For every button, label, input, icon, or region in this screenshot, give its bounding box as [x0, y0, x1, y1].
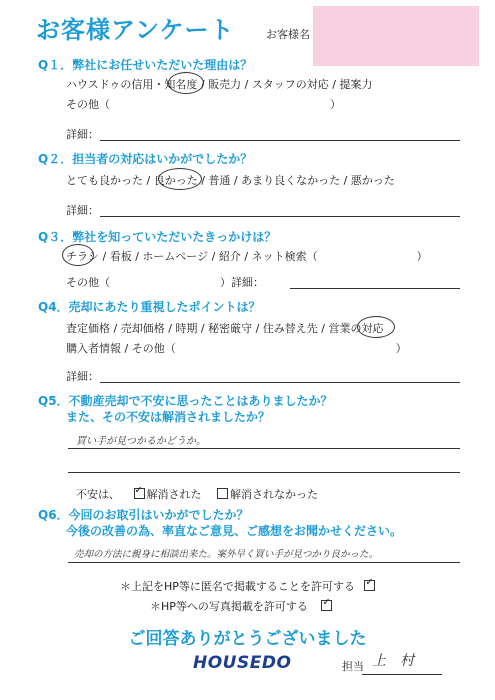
q6-handwritten-answer: 売却の方法に親身に相談出来た。案外早く買い手が見つかり良かった。 [74, 549, 379, 560]
q2-question: Q２．担当者の対応はいかがでしたか？ [38, 152, 253, 166]
q2-detail-line [100, 216, 460, 217]
q3-detail-line [290, 288, 460, 289]
customer-name-redaction [313, 6, 479, 66]
q4-other: 購入者情報 / その他（ ） [66, 342, 407, 355]
q3-question: Q３．弊社を知っていただいたきっかけは？ [38, 230, 277, 244]
q5-unresolved-option[interactable] [217, 488, 318, 501]
q4-detail-label: 詳細： [66, 370, 99, 383]
staff-name: 上 村 [372, 653, 414, 669]
q5-handwritten-answer: 買い手が見つかるかどうか。 [76, 436, 206, 447]
survey-title: お客様アンケート [36, 16, 235, 44]
consent-anonymous-row[interactable] [120, 578, 377, 594]
q3-circle-mark [62, 244, 94, 266]
q4-circle-mark [357, 316, 395, 338]
q5-status-row [76, 486, 318, 502]
q6-question-2: 今後の改善の為、率直なご意見、ご感想をお聞かせください。 [66, 524, 403, 538]
q5-unresolved-checkbox[interactable] [217, 488, 228, 499]
q6-question-1: Q6．今回のお取引はいかがでしたか？ [38, 508, 249, 522]
consent-photo-checkbox[interactable]: ✓ [321, 600, 332, 611]
staff-label: 担当 [342, 660, 364, 673]
q5-question-1: Q5．不動産売却で不安に思ったことはありましたか？ [38, 394, 333, 408]
q1-question: Q１．弊社にお任せいただいた理由は？ [38, 58, 253, 72]
q5-answer-line-2 [68, 472, 460, 473]
staff-signature-line [362, 674, 442, 675]
q3-other: その他（ ）詳細： [66, 276, 264, 289]
q4-question: Q4．売却にあたり重視したポイントは？ [38, 300, 261, 314]
q1-detail-label: 詳細： [66, 128, 99, 141]
customer-name-label: お客様名 [266, 28, 310, 41]
q1-detail-line [100, 140, 460, 141]
q5-question-2: また、その不安は解消されましたか？ [66, 410, 271, 424]
q2-detail-label: 詳細： [66, 204, 99, 217]
q4-detail-line [100, 382, 460, 383]
q3-options: チラシ / 看板 / ホームページ / 紹介 / ネット検索（ ） [66, 250, 428, 263]
q5-unresolved-label: 解消されなかった [230, 488, 318, 501]
q6-answer-line-1 [68, 562, 460, 563]
logo-do-text: DO [261, 653, 292, 673]
consent-photo-text: ＊HP等への写真掲載を許可する [150, 600, 308, 613]
q5-resolved-option[interactable] [134, 485, 202, 501]
q1-options: ハウスドゥの信用・知名度 / 販売力 / スタッフの対応 / 提案力 [66, 78, 373, 91]
consent-photo-row[interactable] [150, 598, 334, 614]
housedo-logo [193, 653, 291, 673]
q1-circle-mark [168, 72, 204, 94]
q5-resolved-checkbox[interactable]: ✓ [134, 488, 145, 499]
q5-status-label: 不安は、 [76, 488, 120, 501]
q5-resolved-label: 解消された [146, 488, 202, 501]
q1-other: その他（ ） [66, 98, 341, 111]
thanks-message: ご回答ありがとうございました [128, 629, 367, 649]
consent-anonymous-text: ＊上記をHP等に匿名で掲載することを許可する [120, 580, 355, 593]
q2-circle-mark [158, 168, 202, 190]
logo-house-text: HOUSE [193, 653, 262, 673]
q5-answer-line-1 [68, 448, 460, 449]
q4-options: 査定価格 / 売却価格 / 時期 / 秘密厳守 / 住み替え先 / 営業の対応 [66, 322, 384, 335]
q2-options: とても良かった / 良かった / 普通 / あまり良くなかった / 悪かった [66, 174, 395, 187]
consent-anonymous-checkbox[interactable]: ✓ [364, 580, 375, 591]
